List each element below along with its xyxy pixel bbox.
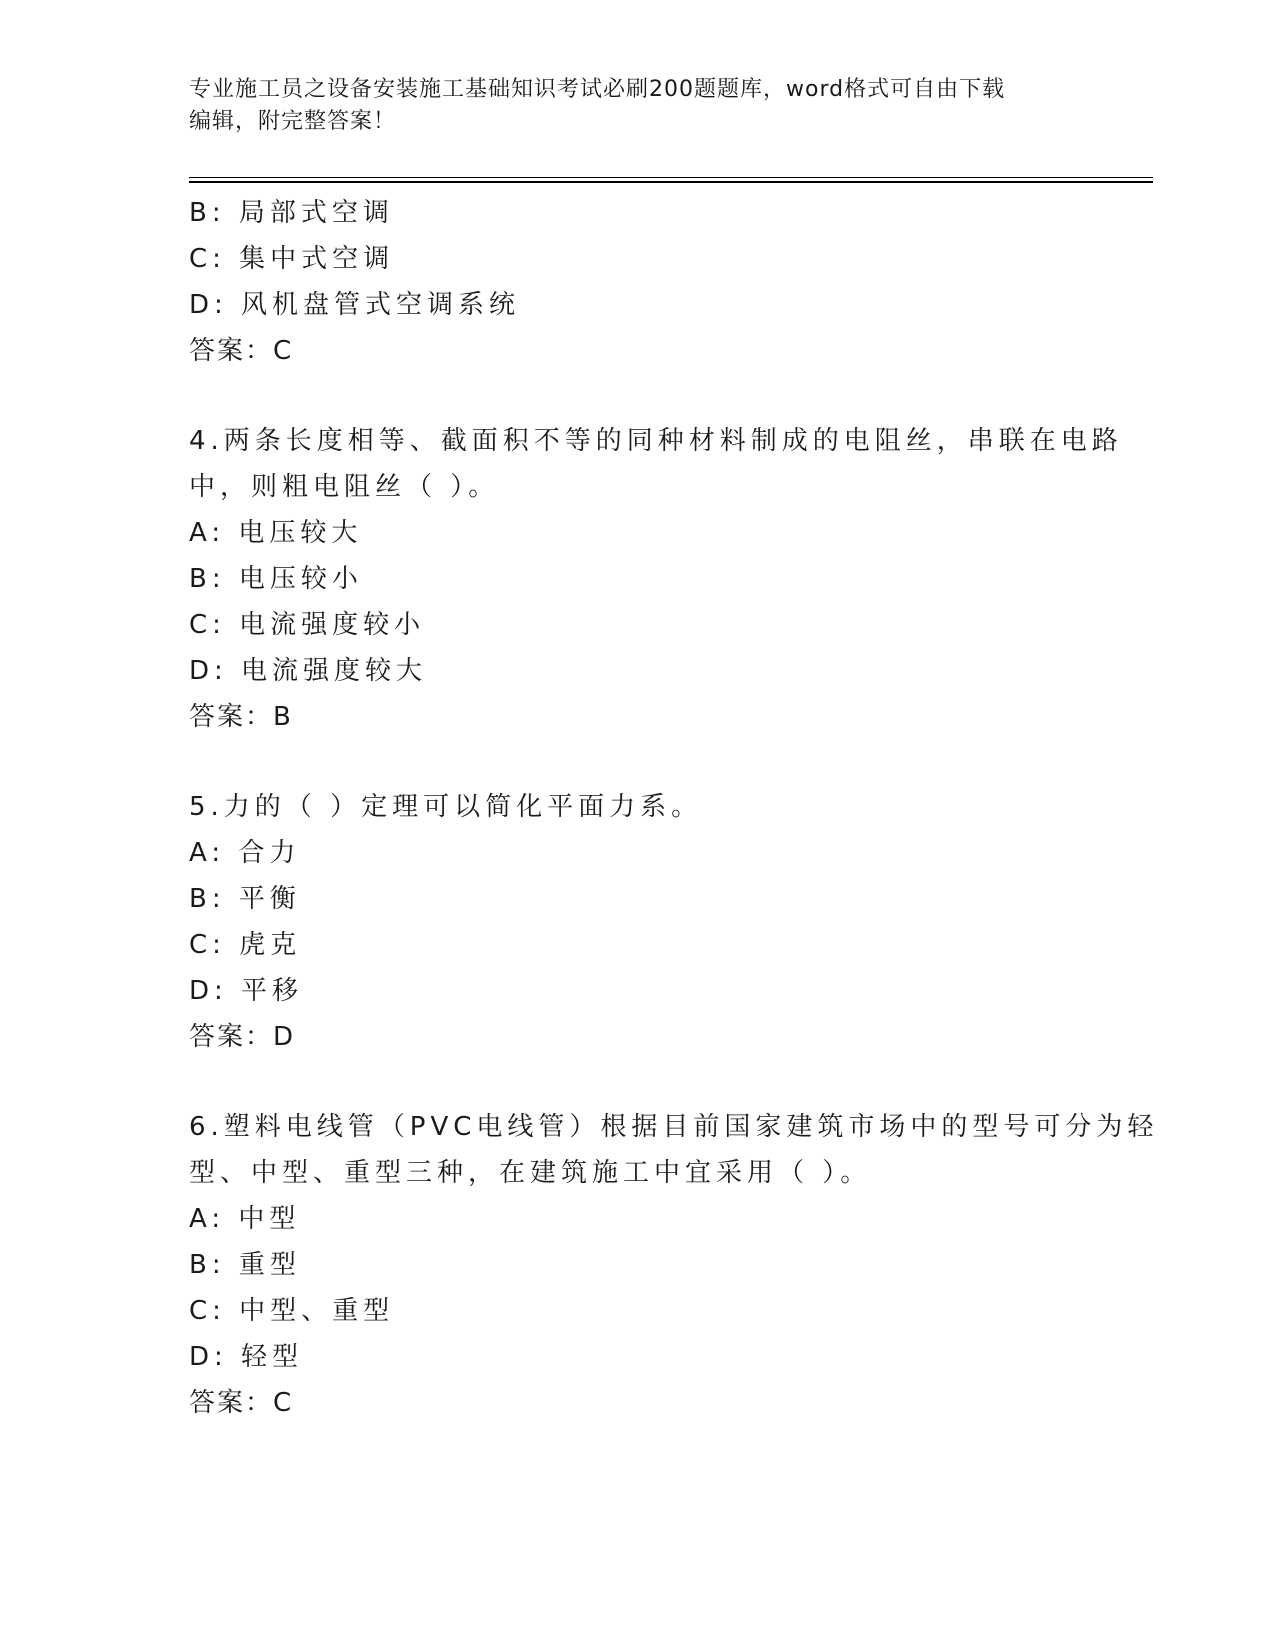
answer-line: 答案：B <box>189 702 293 732</box>
header-line-1: 专业施工员之设备安装施工基础知识考试必刷200题题库，word格式可自由下载 <box>189 77 1006 102</box>
question-block-5 <box>189 784 1089 1060</box>
option-c: C: 虎克 <box>189 930 302 960</box>
option-c: C: 电流强度较小 <box>189 610 426 640</box>
option-d: D: 电流强度较大 <box>189 656 428 686</box>
question-stem-line: 6.塑料电线管（PVC电线管）根据目前国家建筑市场中的型号可分为轻 <box>189 1112 1159 1142</box>
spacer <box>189 374 1089 418</box>
spacer <box>189 1060 1089 1104</box>
answer-line: 答案：C <box>189 336 294 366</box>
question-stem-line: 5.力的（ ）定理可以简化平面力系。 <box>189 792 703 822</box>
question-stem-line: 型、中型、重型三种，在建筑施工中宜采用（ ）。 <box>189 1158 872 1188</box>
option-d: D: 平移 <box>189 976 304 1006</box>
spacer <box>189 740 1089 784</box>
header-line-2: 编辑，附完整答案！ <box>189 109 397 134</box>
question-block-6 <box>189 1104 1159 1426</box>
option-d: D: 轻型 <box>189 1342 304 1372</box>
option-a: A: 电压较大 <box>189 518 363 548</box>
question-list <box>189 190 1159 1426</box>
option-b: B: 重型 <box>189 1250 301 1280</box>
header-divider-thin <box>189 177 1153 178</box>
option-a: A: 中型 <box>189 1204 301 1234</box>
option-c: C: 集中式空调 <box>189 244 395 274</box>
option-c: C: 中型、重型 <box>189 1296 395 1326</box>
option-b: B: 局部式空调 <box>189 198 394 228</box>
question-block-4 <box>189 418 1123 740</box>
document-header <box>189 74 1089 138</box>
option-d: D: 风机盘管式空调系统 <box>189 290 521 320</box>
option-b: B: 电压较小 <box>189 564 363 594</box>
question-stem-line: 4.两条长度相等、截面积不等的同种材料制成的电阻丝，串联在电路 <box>189 426 1123 456</box>
option-b: B: 平衡 <box>189 884 301 914</box>
answer-line: 答案：C <box>189 1388 294 1418</box>
question-block-partial <box>189 190 1089 374</box>
option-a: A: 合力 <box>189 838 301 868</box>
question-stem-line: 中，则粗电阻丝（ ）。 <box>189 472 500 502</box>
header-divider-thick <box>189 181 1153 183</box>
answer-line: 答案：D <box>189 1022 296 1052</box>
